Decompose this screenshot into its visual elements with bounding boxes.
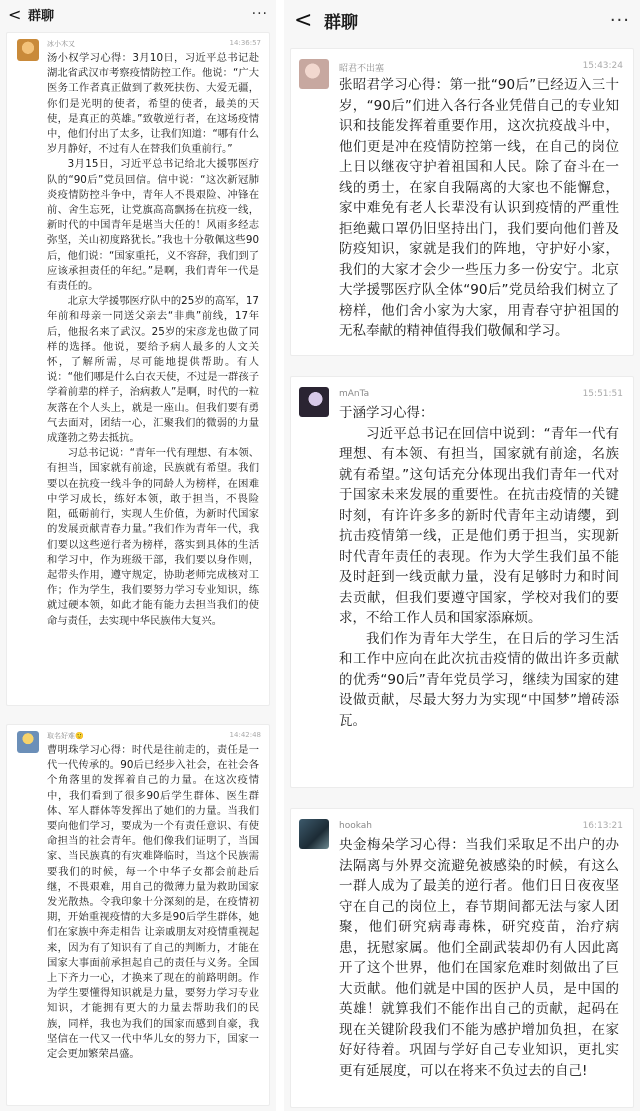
message-item [6, 32, 270, 706]
message-time: 16:13:21 [582, 821, 623, 831]
chat-title: 群聊 [324, 12, 358, 33]
message-paragraph: 张昭君学习心得：第一批“90后”已经迈入三十岁，“90后”们进入各行各业凭借自己的专业知识和技能发挥着重要作用，这次抗疫战斗中，他们更是冲在疫情防控第一线，在自己的岗位上日以继夜守护着祖国和人民。除了奋斗在一线的勇士，在家自我隔离的大家也不能懈怠，家中难免有老人长辈没有认识到疫情的严重性拒绝戴口罩仍旧坚持出门，我们要向他们普及防疫知识，家就是我们的阵地，守护好小家，我们的大家才会少一些压力多一份安宁。北京大学援鄂医疗队全体“90后”党员给我们树立了榜样，他们舍小家为大家，用青春守护祖国的无私奉献的精神值得我们敬佩和学习。 [339, 77, 619, 339]
more-options-icon[interactable]: ··· [251, 6, 268, 22]
message-time: 15:51:51 [582, 389, 623, 399]
chat-header [0, 0, 276, 28]
back-icon[interactable]: < [294, 7, 313, 33]
message-time: 14:36:57 [229, 39, 261, 47]
message-paragraph: 3月15日，习近平总书记给北大援鄂医疗队的“90后”党员回信。信中说：“这次新冠肺炎疫情防控斗争中，青年人不畏艰险、冲锋在前、舍生忘死，让党旗高高飘扬在抗疫一线，新时代的中国青年是堪当大任的！风雨多经志弥坚，关山初度路犹长。”我也十分敬佩这些90后，他们说：“国家重托，义不容辞，我们到了应该承担责任的年纪。”是啊，我们青年一代是有责任的。 [47, 158, 259, 293]
message-paragraph: 我们作为青年大学生，在日后的学习生活和工作中应向在此次抗击疫情的做出许多贡献的优秀“90后”青年党员学习，继续为国家的建设做贡献，尽最大努力为实现“中国梦”增砖添瓦。 [339, 630, 619, 729]
message-item [6, 724, 270, 1106]
message-body [47, 743, 259, 1101]
message-feed[interactable] [0, 32, 276, 1111]
avatar[interactable] [299, 59, 329, 89]
sender-name: hookah [339, 821, 372, 831]
message-item [290, 48, 634, 356]
message-body [339, 403, 619, 783]
message-paragraph: 习总书记说：“青年一代有理想、有本领、有担当，国家就有前途，民族就有希望。我们要以在抗疫一线斗争的同龄人为榜样，在困难中学习成长，练好本领，敢于担当，不畏险阻，砥砺前行，实现人生价值，为新时代国家的发展贡献青春力量。”我们作为青年一代，我们要以这些逆行者为榜样，落实到具体的生活和学习中，作为班级干部，我们要以身作则，起带头作用，遵守规定，协助老师完成核对工作；作为学生，我们要努力学习专业知识，练就过硬本领，如此才能有能力去担当我们的使命与责任，去实现中华民族伟大复兴。 [47, 447, 259, 627]
message-time: 14:42:48 [229, 731, 261, 739]
back-icon[interactable]: < [8, 4, 22, 24]
message-body [47, 51, 259, 699]
avatar[interactable] [299, 819, 329, 849]
message-paragraph: 北京大学援鄂医疗队中的25岁的高军，17年前和母亲一同送父亲去“非典”前线，17年后，他报名来了武汉。25岁的宋彦龙也做了同样的选择。他说，要给予病人最多的人文关怀，了解所需，尽可能地提供帮助。有人说：“他们哪是什么白衣天使，不过是一群孩子学着前辈的样子，治病救人”是啊，时代的一粒灰落在个人头上，就是一座山。但我们要有勇气去面对，团结一心，汇聚我们的微弱的力量成蓬勃之势去抵抗。 [47, 295, 259, 445]
message-paragraph: 于涵学习心得： [339, 405, 434, 421]
message-item [290, 376, 634, 788]
message-paragraph: 习近平总书记在回信中说到：“青年一代有理想、有本领、有担当，国家就有前途，名族就有希望。”这句话充分体现出我们青年一代对于国家未来发展的重要性。在抗击疫情的关键时刻，有许许多多的新时代青年主动请缨，到抗击疫情第一线，正是他们勇于担当，实现新时代青年责任的表现。作为大学生我们虽不能及时赶到一线贡献力量，没有足够时力和时间去贡献，但我们要遵守国家，学校对我们的要求，不给工作人员和国家添麻烦。 [339, 425, 619, 626]
message-item [290, 808, 634, 1108]
message-time: 15:43:24 [582, 61, 623, 71]
more-options-icon[interactable]: ··· [609, 9, 630, 31]
message-paragraph: 曹明珠学习心得：时代是往前走的，责任是一代一代传承的。90后已经步入社会，在社会各个角落里的发挥着自己的力量。在这次疫情中，我们看到了很多90后学生群体、医生群体、军人群体等发挥出了她们的力量。当我们要向他们学习，要成为一个有责任意识、有使命担当的社会青年。他们像我们证明了，当国家、当民族真的有灾难降临时，当这个民族需要我们的时候，每一个中华子女都会前赴后继，不畏艰难，用自己的微薄力量为救助国家发光散热。令我印象十分深刻的是，在疫情初期，开始重视疫情的大多是90后学生群体，她们在家族中奔走相告 让亲戚朋友对疫情重视起来，因为有了知识有了自己的判断力，才能在国家大事面前承担起自己的责任与义务。全国上下齐力一心，才换来了现在的前路明朗。作为学生要懂得知识就是力量，要努力学习专业知识，才能拥有更大的力量去帮助我们的民族，同样，我也为我们的国家而感到自豪，我坚信在一代又一代中华儿女的努力下，国家一定会更加繁荣昌盛。 [47, 744, 259, 1061]
avatar[interactable] [17, 731, 39, 753]
message-feed[interactable] [284, 48, 640, 1111]
sender-name: 取名好难🙂 [47, 732, 84, 740]
sender-name: mAnTa [339, 389, 370, 399]
sender-name: 昭君不出塞 [339, 64, 385, 74]
avatar[interactable] [299, 387, 329, 417]
avatar[interactable] [17, 39, 39, 61]
right-chat-screen [284, 0, 640, 1111]
chat-title: 群聊 [28, 8, 55, 24]
message-body [339, 75, 619, 351]
sender-name: 冰小木又 [47, 40, 75, 48]
message-paragraph: 央金梅朵学习心得：当我们采取足不出户的办法隔离与外界交流避免被感染的时候，有这么一群人成为了最美的逆行者。他们日日夜夜坚守在自己的岗位上，春节期间都无法与家人团聚，他们研究病毒毒株，研究疫苗，治疗病患，抚慰家属。他们全副武装却仍有人因此离开了这个世界，他们在国家危难时刻做出了巨大贡献。他们就是中国的医护人员，是中国的英雄！就算我们不能作出自己的贡献，起码在现在关键阶段我们不能为感护增加负担，在家好好待着。巩固与学好自己专业知识，更扎实更有延展度，可以在将来不负过去的自己! [339, 837, 619, 1079]
message-paragraph: 汤小权学习心得：3月10日，习近平总书记赴湖北省武汉市考察疫情防控工作。他说：“广大医务工作者真正做到了救死扶伤、大爱无疆，你们是光明的使者，希望的使者，最美的天使，是真正的英雄。”致敬逆行者，在这场疫情中，他们付出了太多，让我们知道：“哪有什么岁月静好，不过有人在替我们负重前行。” [47, 52, 259, 156]
left-chat-screen [0, 0, 276, 1111]
message-body [339, 835, 619, 1103]
chat-header [284, 0, 640, 40]
